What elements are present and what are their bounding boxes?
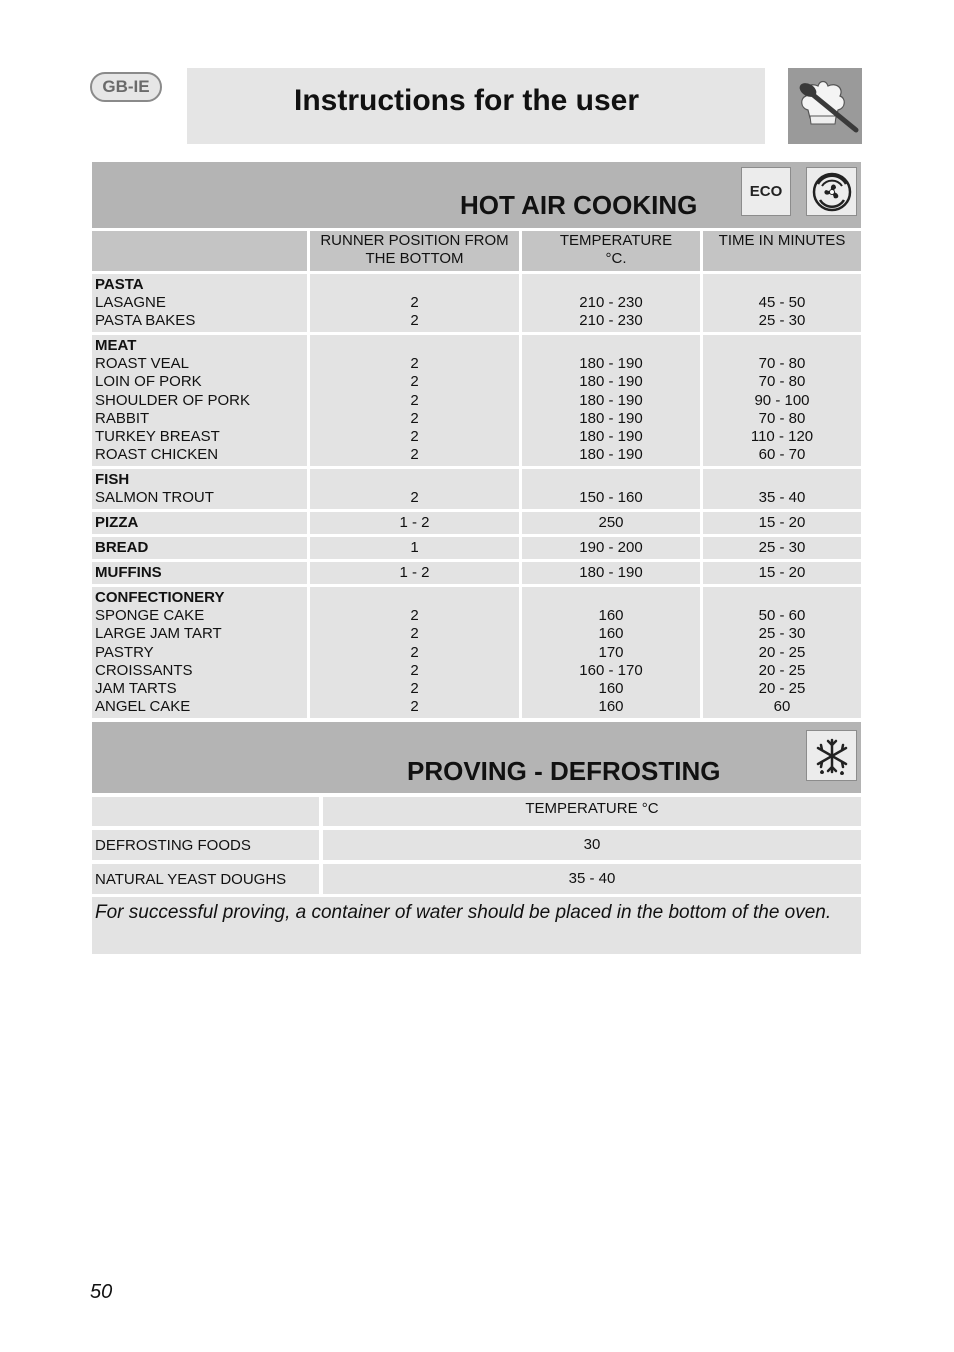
dish-name: ROAST VEAL: [95, 355, 189, 373]
group-confectionery-temp: [522, 587, 700, 718]
runner-value: 2: [410, 391, 419, 409]
chef-spoon-icon: [788, 68, 862, 144]
temp-value: 210 - 230: [579, 294, 643, 312]
runner-value: 2: [410, 409, 419, 427]
group-muffins-label: [92, 562, 307, 584]
proving-row-label: DEFROSTING FOODS: [92, 830, 319, 860]
category-label: CONFECTIONERY: [95, 589, 225, 606]
time-value: 110 - 120: [750, 427, 814, 445]
group-pasta-time: [703, 274, 861, 332]
group-meat-labels: [92, 335, 307, 466]
dish-name: TURKEY BREAST: [95, 427, 220, 445]
group-meat-time: [703, 335, 861, 466]
runner-value: 2: [410, 373, 419, 391]
time-value: 70 - 80: [758, 355, 806, 373]
time-value: 60: [773, 698, 791, 716]
proving-row-temp: 35 - 40: [323, 864, 861, 894]
runner-value: 2: [410, 312, 419, 330]
dish-name: CROISSANTS: [95, 661, 193, 679]
group-confectionery-labels: [92, 587, 307, 718]
group-meat-temp: [522, 335, 700, 466]
dish-name: PASTRY: [95, 643, 154, 661]
dish-name: ANGEL CAKE: [95, 698, 191, 716]
dish-name: LOIN OF PORK: [95, 373, 202, 391]
temp-value: 160 - 170: [579, 661, 643, 679]
column-header-temperature: TEMPERATURE °C.: [522, 231, 700, 271]
time-value: 20 - 25: [758, 679, 806, 697]
temp-value: 160: [598, 679, 624, 697]
dish-name: LASAGNE: [95, 294, 166, 312]
eco-icon: [741, 167, 791, 216]
group-pasta-runner: [310, 274, 519, 332]
temp-value: 170: [598, 643, 624, 661]
runner-value: 2: [410, 446, 419, 464]
page-number: 50: [90, 1281, 113, 1303]
group-bread-time: 25 - 30: [703, 537, 861, 559]
dish-name: PASTA BAKES: [95, 312, 196, 330]
group-pizza-label: [92, 512, 307, 534]
group-pizza-runner: 1 - 2: [310, 512, 519, 534]
time-value: 50 - 60: [758, 607, 806, 625]
group-muffins-temp: 180 - 190: [522, 562, 700, 584]
dish-name: ROAST CHICKEN: [95, 446, 219, 464]
time-value: 70 - 80: [758, 409, 806, 427]
temp-value: 160: [598, 625, 624, 643]
group-bread-temp: 190 - 200: [522, 537, 700, 559]
temp-value: 160: [598, 607, 624, 625]
title-bar: [187, 68, 765, 144]
group-pizza-time: 15 - 20: [703, 512, 861, 534]
dish-name: RABBIT: [95, 409, 150, 427]
group-muffins-runner: 1 - 2: [310, 562, 519, 584]
hot-air-corner-cell: [92, 231, 307, 271]
time-value: 60 - 70: [758, 446, 806, 464]
temp-value: 180 - 190: [579, 409, 643, 427]
temp-value: 180 - 190: [579, 391, 643, 409]
group-pasta-labels: [92, 274, 307, 332]
temp-value: 160: [598, 698, 624, 716]
runner-value: 2: [410, 489, 419, 507]
time-value: 35 - 40: [758, 489, 806, 507]
dish-name: JAM TARTS: [95, 679, 177, 697]
time-value: 90 - 100: [754, 391, 810, 409]
runner-value: 2: [410, 625, 419, 643]
fan-icon: [806, 167, 857, 216]
snowflake-icon: [806, 730, 857, 781]
proving-corner-cell: [92, 797, 319, 826]
region-badge: GB-IE: [90, 72, 162, 102]
runner-value: 2: [410, 294, 419, 312]
time-value: 20 - 25: [758, 661, 806, 679]
temp-value: 210 - 230: [579, 312, 643, 330]
page-title: Instructions for the user: [294, 84, 640, 117]
runner-value: 2: [410, 661, 419, 679]
group-bread-label: [92, 537, 307, 559]
category-label: FISH: [95, 471, 130, 488]
column-header-runner: RUNNER POSITION FROM THE BOTTOM: [310, 231, 519, 271]
proving-row-temp: 30: [323, 830, 861, 860]
temp-value: 180 - 190: [579, 427, 643, 445]
category-label: PIZZA: [95, 514, 139, 531]
dish-name: SPONGE CAKE: [95, 607, 205, 625]
dish-name: LARGE JAM TART: [95, 625, 222, 643]
temp-value: 150 - 160: [579, 489, 643, 507]
category-label: MUFFINS: [95, 564, 162, 581]
group-pizza-temp: 250: [522, 512, 700, 534]
runner-value: 2: [410, 679, 419, 697]
group-fish-time: [703, 469, 861, 509]
time-value: 25 - 30: [758, 312, 806, 330]
time-value: 25 - 30: [758, 625, 806, 643]
proving-column-header: TEMPERATURE °C: [323, 797, 861, 826]
runner-value: 2: [410, 643, 419, 661]
proving-row-label: NATURAL YEAST DOUGHS: [92, 864, 319, 894]
hot-air-header: [92, 162, 861, 228]
group-pasta-temp: [522, 274, 700, 332]
proving-note: For successful proving, a container of water should be placed in the bottom of the oven.: [92, 897, 861, 954]
runner-value: 2: [410, 355, 419, 373]
proving-header: [92, 722, 861, 793]
group-fish-labels: [92, 469, 307, 509]
category-label: BREAD: [95, 539, 149, 556]
time-value: 20 - 25: [758, 643, 806, 661]
runner-value: 2: [410, 698, 419, 716]
group-confectionery-runner: [310, 587, 519, 718]
category-label: MEAT: [95, 337, 137, 354]
temp-value: 180 - 190: [579, 446, 643, 464]
temp-value: 180 - 190: [579, 355, 643, 373]
proving-title: PROVING - DEFROSTING: [407, 756, 721, 786]
group-fish-temp: [522, 469, 700, 509]
group-confectionery-time: [703, 587, 861, 718]
column-header-time: TIME IN MINUTES: [703, 231, 861, 271]
hot-air-title: HOT AIR COOKING: [460, 190, 698, 220]
runner-value: 2: [410, 427, 419, 445]
dish-name: SALMON TROUT: [95, 489, 214, 507]
time-value: 45 - 50: [758, 294, 806, 312]
group-muffins-time: 15 - 20: [703, 562, 861, 584]
temp-value: 180 - 190: [579, 373, 643, 391]
group-fish-runner: [310, 469, 519, 509]
dish-name: SHOULDER OF PORK: [95, 391, 251, 409]
runner-value: 2: [410, 607, 419, 625]
group-meat-runner: [310, 335, 519, 466]
eco-label: ECO: [749, 183, 783, 200]
time-value: 70 - 80: [758, 373, 806, 391]
group-bread-runner: 1: [310, 537, 519, 559]
category-label: PASTA: [95, 276, 144, 293]
